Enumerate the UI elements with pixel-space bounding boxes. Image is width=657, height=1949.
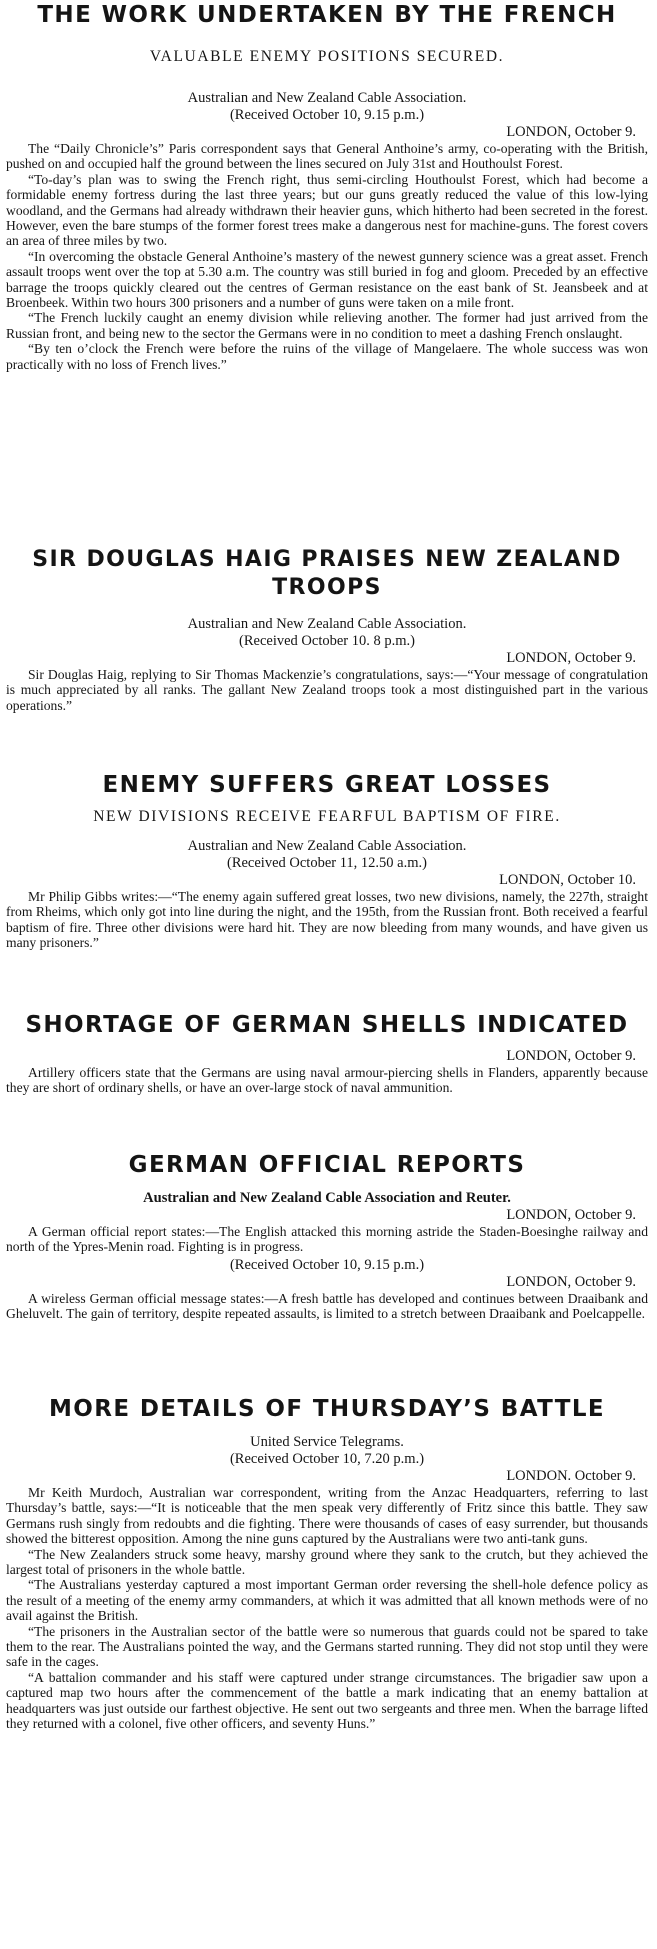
article-german-reports (6, 1152, 648, 1322)
subheading: VALUABLE ENEMY POSITIONS SECURED. (149, 48, 505, 65)
paragraph: Mr Keith Murdoch, Australian war correspondent, writing from the Anzac Headquarters, referring to last Thursday’s battle, says:—“It is noticeable that the men speak very differently of Fritz since this battle. They saw Germans rush singly from redoubts and die fighting. There were thousands of cases of easy surrender, but thousands showed the bitterest opposition. Among the nine guns captured by the Australians were two anti-tank guns. (6, 1485, 648, 1547)
paragraph: Artillery officers state that the Germans are using naval armour-piercing shells in Flanders, apparently because they are short of ordinary shells, or have an over-large stock of naval ammunition. (6, 1065, 648, 1096)
article-haig-praises (6, 546, 648, 713)
headline: SHORTAGE OF GERMAN SHELLS INDICATED (25, 1012, 629, 1038)
paragraph: “To-day’s plan was to swing the French right, thus semi-circling Houthoulst Forest, which had become a formidable enemy fortress during the last three years; but our guns greatly reduced the value of this low-lying woodland, and the Germans had already withdrawn their heavier guns, which hitherto had been secreted in the forest. However, even the bare stumps of the former forest trees make a dangerous nest for machine-guns. The forest covers an area of three miles by two. (6, 171, 648, 249)
article-french-work (6, 2, 648, 372)
paragraph: “A battalion commander and his staff were captured under strange circumstances. The brigadier saw upon a captured map two hours after the commencement of the battle a mark indicating that an enemy battalion at headquarters was just outside our farthest objective. He sent out two sergeants and three men. When the barrage lifted they returned with a colonel, five other officers, and seventy Huns.” (6, 1669, 648, 1732)
dateline: LONDON, October 9. (506, 124, 636, 140)
paragraph: “The Australians yesterday captured a most important German order reversing the shell-hole defence policy as the result of a meeting of the enemy army commanders, at which it was admitted that all known methods were of no avail against the British. (6, 1577, 648, 1624)
paragraph: “The prisoners in the Australian sector of the battle were so numerous that guards could not be spared to take them to the rear. The Australians pointed the way, and the Germans started running. They did not stop until they were safe in the cages. (6, 1623, 648, 1670)
dateline: LONDON, October 9. (506, 1048, 636, 1064)
paragraph: Mr Philip Gibbs writes:—“The enemy again suffered great losses, two new divisions, namely, the 227th, straight from Rheims, which only got into line during the night, and the 195th, from the Russian front. Both received a fearful baptism of fire. Three other divisions were hard hit. They are now bleeding from many wounds, and have given us many prisoners.” (6, 889, 648, 951)
dateline: LONDON, October 9. (506, 1207, 636, 1223)
source-line: Australian and New Zealand Cable Association. (187, 616, 467, 632)
source-line: Australian and New Zealand Cable Association. (187, 90, 467, 106)
article-enemy-losses (6, 772, 648, 951)
received-line: (Received October 10, 7.20 p.m.) (229, 1451, 425, 1467)
paragraph: “The New Zealanders struck some heavy, marshy ground where they sank to the crutch, but they achieved the largest total of prisoners in the whole battle. (6, 1546, 648, 1578)
paragraph: A wireless German official message states:—A fresh battle has developed and continues between Draaibank and Gheluvelt. The gain of territory, despite repeated assaults, is limited to a stretch between Draaibank and Poelcappelle. (6, 1290, 648, 1322)
paragraph: A German official report states:—The English attacked this morning astride the Staden-Boesinghe railway and north of the Ypres-Menin road. Fighting is in progress. (6, 1224, 648, 1255)
article-thursday-battle (6, 1396, 648, 1732)
dateline: LONDON, October 9. (506, 650, 636, 666)
headline: ENEMY SUFFERS GREAT LOSSES (102, 772, 552, 798)
received-line: (Received October 10. 8 p.m.) (239, 633, 415, 649)
subheading: NEW DIVISIONS RECEIVE FEARFUL BAPTISM OF FIRE. (93, 808, 561, 825)
headline: THE WORK UNDERTAKEN BY THE FRENCH (37, 2, 617, 28)
article-shell-shortage (6, 1012, 648, 1096)
dateline: LONDON. October 9. (506, 1468, 636, 1484)
received-line: (Received October 10, 9.15 p.m.) (229, 107, 425, 123)
source-line: United Service Telegrams. (250, 1434, 404, 1450)
source-line: Australian and New Zealand Cable Association and Reuter. (143, 1190, 511, 1206)
headline: MORE DETAILS OF THURSDAY’S BATTLE (49, 1396, 605, 1422)
headline: GERMAN OFFICIAL REPORTS (128, 1152, 526, 1178)
paragraph: “In overcoming the obstacle General Anthoine’s mastery of the newest gunnery science was a great asset. French assault troops went over the top at 5.30 a.m. The country was still buried in fog and gloom. Preceded by an effective barrage the troops quickly cleared out the centres of German resistance on the east bank of St. Jeansbeek and at Broenbeek. Within two hours 300 prisoners and a number of guns were taken on a mile front. (6, 248, 648, 311)
dateline: LONDON, October 10. (499, 872, 636, 888)
received-line: (Received October 11, 12.50 a.m.) (227, 855, 427, 871)
paragraph: “By ten o’clock the French were before the ruins of the village of Mangelaere. The whole success was won practically with no loss of French lives.” (6, 341, 648, 372)
dateline: LONDON, October 9. (506, 1273, 636, 1290)
paragraph: The “Daily Chronicle’s” Paris correspondent says that General Anthoine’s army, co-operating with the British, pushed on and occupied half the ground between the lines secured on July 31st and Houthoulst Forest. (6, 141, 648, 172)
paragraph: “The French luckily caught an enemy division while relieving another. The former had just arrived from the Russian front, and being new to the sector the Germans were in no condition to meet a dashing French onslaught. (6, 310, 648, 341)
paragraph: Sir Douglas Haig, replying to Sir Thomas Mackenzie’s congratulations, says:—“Your message of congratulation is much appreciated by all ranks. The gallant New Zealand troops took a most distinguished part in the various operations.” (6, 667, 648, 713)
source-line: Australian and New Zealand Cable Association. (187, 838, 467, 854)
received-line: (Received October 10, 9.15 p.m.) (229, 1256, 425, 1273)
headline: SIR DOUGLAS HAIG PRAISES NEW ZEALAND TROOPS (32, 547, 622, 600)
